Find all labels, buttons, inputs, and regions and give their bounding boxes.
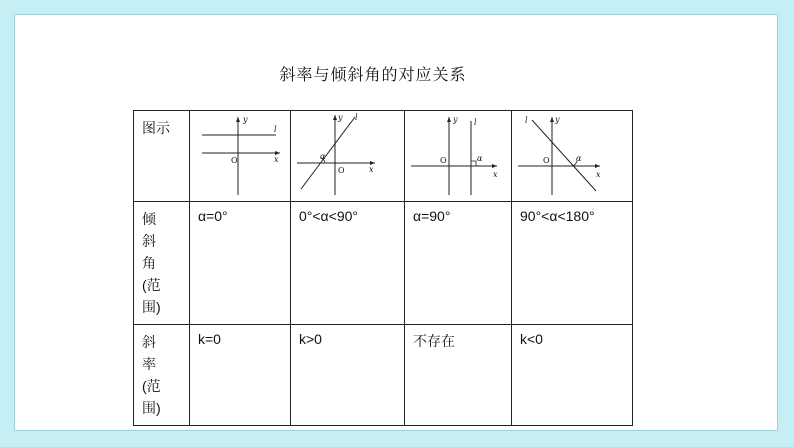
row-header-angle: [134, 202, 190, 325]
line-label: l: [525, 116, 528, 125]
line-label: l: [355, 113, 358, 122]
diagram-horizontal-line: [190, 111, 291, 202]
cell-angle-acute: 0°<α<90°: [291, 202, 405, 325]
relation-table: [133, 110, 633, 426]
graph-positive-slope: [291, 111, 405, 202]
origin-label: O: [543, 156, 550, 165]
cell-slope-negative: k<0: [512, 325, 633, 426]
origin-label: O: [231, 156, 238, 165]
table-row: [134, 325, 633, 426]
cell-angle-obtuse: 90°<α<180°: [512, 202, 633, 325]
y-axis-label: y: [338, 113, 343, 122]
row-header-slope: [134, 325, 190, 426]
table-row: [134, 111, 633, 202]
angle-label: α: [477, 154, 483, 163]
table-row: [134, 202, 633, 325]
diagram-negative-slope: [512, 111, 633, 202]
line-label: l: [474, 118, 477, 127]
cell-slope-undefined: 不存在: [405, 325, 512, 426]
row-header-label: 倾斜角(范围): [142, 211, 161, 315]
x-axis-label: x: [274, 155, 279, 164]
x-axis-label: x: [369, 165, 374, 174]
cell-angle-right: α=90°: [405, 202, 512, 325]
y-axis-label: y: [555, 115, 560, 124]
diagram-positive-slope: [291, 111, 405, 202]
line-label: l: [274, 125, 277, 134]
cell-slope-zero: k=0: [190, 325, 291, 426]
row-header-diagram: 图示: [134, 111, 190, 202]
row-header-label: 斜率(范围): [142, 334, 161, 416]
angle-label: α: [576, 154, 582, 163]
cell-slope-positive: k>0: [291, 325, 405, 426]
x-axis-label: x: [493, 170, 498, 179]
y-axis-label: y: [243, 115, 248, 124]
origin-label: O: [440, 156, 447, 165]
graph-horizontal: [190, 111, 291, 202]
angle-label: α: [320, 152, 326, 161]
graph-negative-slope: [512, 111, 633, 202]
slide: [14, 14, 778, 431]
graph-vertical: [405, 111, 512, 202]
x-axis-label: x: [596, 170, 601, 179]
y-axis-label: y: [453, 115, 458, 124]
page-title: 斜率与倾斜角的对应关系: [279, 65, 467, 84]
cell-angle-zero: α=0°: [190, 202, 291, 325]
origin-label: O: [338, 166, 345, 175]
diagram-vertical-line: [405, 111, 512, 202]
